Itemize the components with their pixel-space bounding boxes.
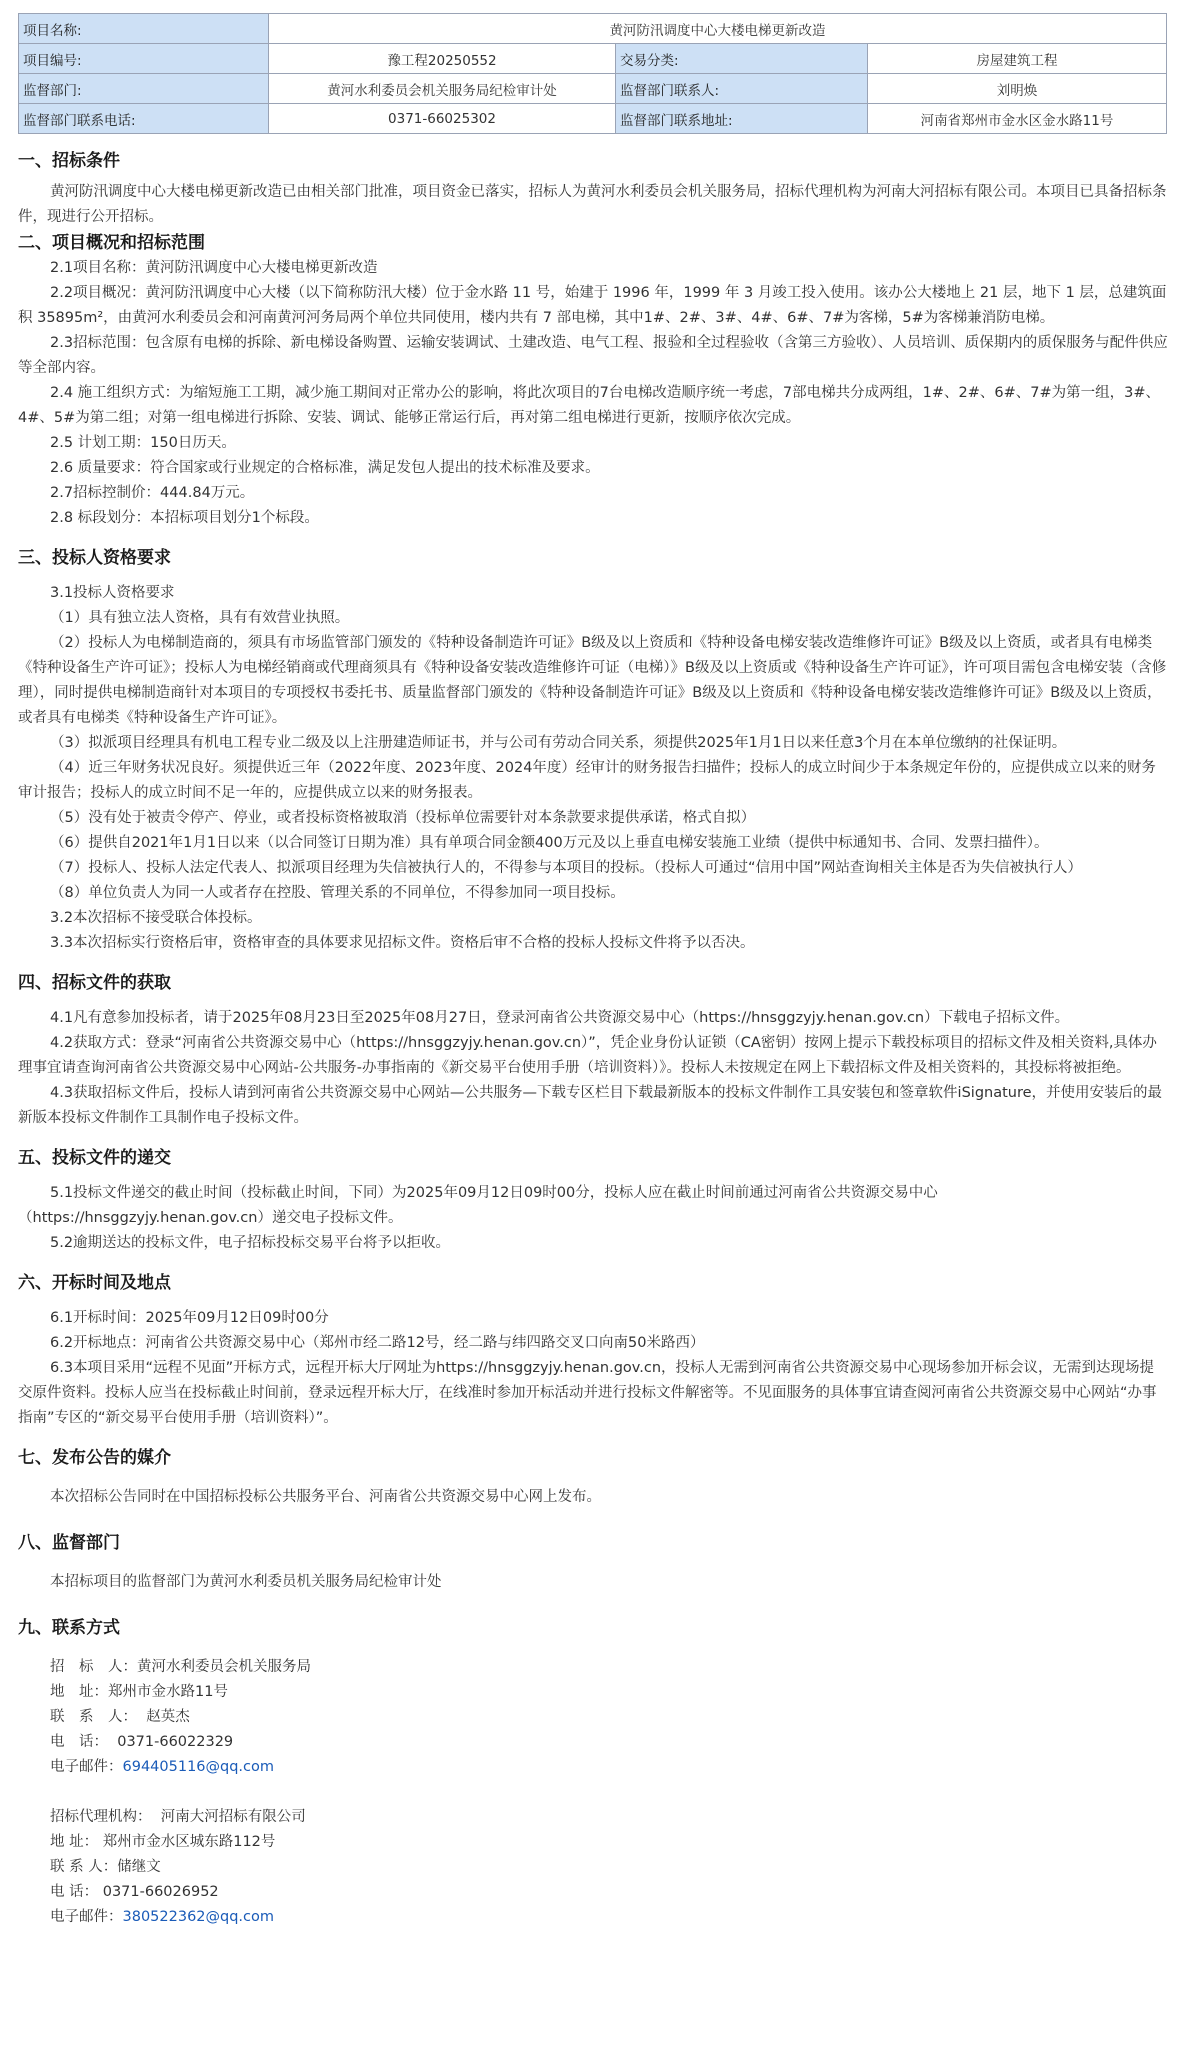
contact-label: 联 系 人： <box>50 1859 118 1875</box>
info-row-project-no <box>19 44 1167 74</box>
paragraph: 2.4 施工组织方式：为缩短施工工期，减少施工期间对正常办公的影响，将此次项目的7台电梯改造顺序统一考虑，7部电梯共分成两组，1#、2#、6#、7#为第一组，3#、4#、5#为第二组；对第一组电梯进行拆除、安装、调试、能够正常运行后，再对第二组电梯进行更新，按顺序依次完成。 <box>18 385 1160 426</box>
section-title: 二、项目概况和招标范围 <box>18 233 205 253</box>
address-line <box>18 1830 1168 1855</box>
paragraph: 5.1投标文件递交的截止时间（投标截止时间，下同）为2025年09月12日09时00分，投标人应在截止时间前通过河南省公共资源交易中心（https://hnsggzyjy.henan.gov.cn）递交电子投标文件。 <box>18 1185 938 1226</box>
contact-value: 储继文 <box>117 1859 161 1875</box>
paragraph: （5）没有处于被责令停产、停业，或者投标资格被取消（投标单位需要针对本条款要求提供承诺，格式自拟） <box>50 810 756 826</box>
paragraph: 2.5 计划工期：150日历天。 <box>50 435 236 451</box>
section-title: 七、发布公告的媒介 <box>18 1448 171 1468</box>
paragraph: 本招标项目的监督部门为黄河水利委员机关服务局纪检审计处 <box>50 1574 442 1590</box>
paragraph: 2.1项目名称：黄河防汛调度中心大楼电梯更新改造 <box>50 260 378 276</box>
info-row-supervisor <box>19 74 1167 104</box>
section-project-overview <box>18 230 1168 531</box>
address-value: 郑州市金水路11号 <box>108 1684 228 1700</box>
paragraph: 4.1凡有意参加投标者，请于2025年08月23日至2025年08月27日，登录河南省公共资源交易中心（https://hnsggzyjy.henan.gov.cn）下载电子招标文件。 <box>50 1010 1070 1026</box>
paragraph: 黄河防汛调度中心大楼电梯更新改造已由相关部门批准，项目资金已落实，招标人为黄河水利委员会机关服务局，招标代理机构为河南大河招标有限公司。本项目已具备招标条件，现进行公开招标。 <box>18 184 1167 225</box>
section-title: 九、联系方式 <box>18 1618 120 1638</box>
email-label: 电子邮件： <box>50 1759 123 1775</box>
contact-line <box>18 1705 1168 1730</box>
email-link[interactable]: 694405116@qq.com <box>122 1759 275 1775</box>
section-bid-submission <box>18 1145 1168 1256</box>
paragraph: 2.2项目概况：黄河防汛调度中心大楼（以下简称防汛大楼）位于金水路 11 号，始建于 1996 年，1999 年 3 月竣工投入使用。该办公大楼地上 21 层，地下 1 层，总建筑面积 35895m²，由黄河水利委员会和河南黄河河务局两个单位共同使用，楼内共有 7 部电梯，其中1#、2#、3#、4#、6#、7#为客梯，5#为客梯兼消防电梯。 <box>18 285 1167 326</box>
agency-value: 河南大河招标有限公司 <box>160 1809 306 1825</box>
project-name-value: 黄河防汛调度中心大楼电梯更新改造 <box>269 14 1167 44</box>
paragraph: （1）具有独立法人资格，具有有效营业执照。 <box>50 610 350 626</box>
email-line <box>18 1905 1168 1930</box>
paragraph: 2.3招标范围：包含原有电梯的拆除、新电梯设备购置、运输安装调试、土建改造、电气工程、报验和全过程验收（含第三方验收）、人员培训、质保期内的质保服务与配件供应等全部内容。 <box>18 335 1168 376</box>
supervisor-label: 监督部门: <box>19 74 269 104</box>
section-qualification <box>18 545 1168 956</box>
info-row-supervisor-phone <box>19 104 1167 134</box>
agency-label: 招标代理机构： <box>50 1809 152 1825</box>
paragraph: 4.3获取招标文件后，投标人请到河南省公共资源交易中心网站—公共服务—下载专区栏目下载最新版本的投标文件制作工具安装包和签章软件iSignature，并使用安装后的最新版本投标文件制作工具制作电子投标文件。 <box>18 1085 1163 1126</box>
contact-value: 赵英杰 <box>146 1709 190 1725</box>
section-title: 六、开标时间及地点 <box>18 1273 171 1293</box>
paragraph: 6.1开标时间：2025年09月12日09时00分 <box>50 1310 329 1326</box>
paragraph: 2.7招标控制价：444.84万元。 <box>50 485 255 501</box>
agency-line <box>18 1805 1168 1830</box>
phone-line <box>18 1730 1168 1755</box>
supervisor-value: 黄河水利委员会机关服务局纪检审计处 <box>269 74 616 104</box>
supervisor-phone-value: 0371-66025302 <box>269 104 616 134</box>
paragraph: 3.2本次招标不接受联合体投标。 <box>50 910 262 926</box>
paragraph: 本次招标公告同时在中国招标投标公共服务平台、河南省公共资源交易中心网上发布。 <box>50 1489 601 1505</box>
tenderer-line <box>18 1655 1168 1680</box>
trade-type-value: 房屋建筑工程 <box>868 44 1167 74</box>
supervisor-phone-label: 监督部门联系电话: <box>19 104 269 134</box>
section-title: 一、招标条件 <box>18 151 120 171</box>
section-title: 八、监督部门 <box>18 1533 120 1553</box>
project-info-table <box>18 13 1167 134</box>
paragraph: （3）拟派项目经理具有机电工程专业二级及以上注册建造师证书，并与公司有劳动合同关系，须提供2025年1月1日以来任意3个月在本单位缴纳的社保证明。 <box>50 735 1067 751</box>
phone-value: 0371-66026952 <box>102 1884 219 1900</box>
section-title: 四、招标文件的获取 <box>18 973 171 993</box>
supervisor-contact-value: 刘明焕 <box>868 74 1167 104</box>
paragraph: 3.1投标人资格要求 <box>50 585 175 601</box>
paragraph: 5.2逾期送达的投标文件，电子招标投标交易平台将予以拒收。 <box>50 1235 451 1251</box>
paragraph: （7）投标人、投标人法定代表人、拟派项目经理为失信被执行人的，不得参与本项目的投标。（投标人可通过“信用中国”网站查询相关主体是否为失信被执行人） <box>50 860 1082 876</box>
paragraph: 6.3本项目采用“远程不见面”开标方式，远程开标大厅网址为https://hnsggzyjy.henan.gov.cn，投标人无需到河南省公共资源交易中心现场参加开标会议，无需到达现场提交原件资料。投标人应当在投标截止时间前，登录远程开标大厅，在线准时参加开标活动并进行投标文件解密等。不见面服务的具体事宜请查阅河南省公共资源交易中心网站“办事指南”专区的“新交易平台使用手册（培训资料）”。 <box>18 1360 1157 1426</box>
section-publication-media <box>18 1445 1168 1510</box>
supervisor-addr-label: 监督部门联系地址: <box>616 104 868 134</box>
email-line <box>18 1755 1168 1780</box>
phone-line <box>18 1880 1168 1905</box>
paragraph: 2.8 标段划分：本招标项目划分1个标段。 <box>50 510 319 526</box>
section-opening-time-place <box>18 1270 1168 1431</box>
section-bidding-conditions <box>18 148 1168 230</box>
email-label: 电子邮件： <box>50 1909 123 1925</box>
phone-value: 0371-66022329 <box>117 1734 234 1750</box>
tenderer-value: 黄河水利委员会机关服务局 <box>137 1659 311 1675</box>
tenderer-label: 招 标 人： <box>50 1659 137 1675</box>
paragraph: （2）投标人为电梯制造商的，须具有市场监管部门颁发的《特种设备制造许可证》B级及以上资质和《特种设备电梯安装改造维修许可证》B级及以上资质，或者具有电梯类《特种设备生产许可证》；投标人为电梯经销商或代理商须具有《特种设备安装改造维修许可证（电梯）》B级及以上资质或《特种设备生产许可证》，许可项目需包含电梯安装（含修理），同时提供电梯制造商针对本项目的专项授权书委托书、质量监督部门颁发的《特种设备制造许可证》B级及以上资质和《特种设备电梯安装改造维修许可证》B级及以上资质，或者具有电梯类《特种设备生产许可证》。 <box>18 635 1167 726</box>
section-contact-info <box>18 1615 1168 1930</box>
address-line <box>18 1680 1168 1705</box>
paragraph: 4.2获取方式：登录“河南省公共资源交易中心（https://hnsggzyjy.henan.gov.cn）”，凭企业身份认证锁（CA密钥）按网上提示下载投标项目的招标文件及相关资料,具体办理事宜请查询河南省公共资源交易中心网站-公共服务-办事指南的《新交易平台使用手册（培训资料）》。投标人未按规定在网上下载招标文件及相关资料的，其投标将被拒绝。 <box>18 1035 1157 1076</box>
address-value: 郑州市金水区城东路112号 <box>102 1834 276 1850</box>
project-name-label: 项目名称: <box>19 14 269 44</box>
email-link[interactable]: 380522362@qq.com <box>122 1909 275 1925</box>
paragraph: 2.6 质量要求：符合国家或行业规定的合格标准，满足发包人提出的技术标准及要求。 <box>50 460 600 476</box>
address-label: 地 址： <box>50 1834 99 1850</box>
trade-type-label: 交易分类: <box>616 44 868 74</box>
info-row-project-name <box>19 14 1167 44</box>
phone-label: 电 话： <box>50 1734 108 1750</box>
section-supervision-dept <box>18 1530 1168 1595</box>
contact-label: 联 系 人： <box>50 1709 137 1725</box>
contact-line <box>18 1855 1168 1880</box>
project-no-label: 项目编号: <box>19 44 269 74</box>
section-title: 三、投标人资格要求 <box>18 548 171 568</box>
supervisor-addr-value: 河南省郑州市金水区金水路11号 <box>868 104 1167 134</box>
paragraph: 3.3本次招标实行资格后审，资格审查的具体要求见招标文件。资格后审不合格的投标人投标文件将予以否决。 <box>50 935 755 951</box>
project-no-value: 豫工程20250552 <box>269 44 616 74</box>
address-label: 地 址： <box>50 1684 108 1700</box>
section-title: 五、投标文件的递交 <box>18 1148 171 1168</box>
section-document-acquisition <box>18 970 1168 1131</box>
paragraph: （4）近三年财务状况良好。须提供近三年（2022年度、2023年度、2024年度）经审计的财务报告扫描件；投标人的成立时间少于本条规定年份的，应提供成立以来的财务审计报告；投标人的成立时间不足一年的，应提供成立以来的财务报表。 <box>18 760 1156 801</box>
paragraph: （6）提供自2021年1月1日以来（以合同签订日期为准）具有单项合同金额400万元及以上垂直电梯安装施工业绩（提供中标通知书、合同、发票扫描件）。 <box>50 835 1049 851</box>
paragraph: 6.2开标地点：河南省公共资源交易中心（郑州市经二路12号，经二路与纬四路交叉口向南50米路西） <box>50 1335 705 1351</box>
phone-label: 电 话： <box>50 1884 99 1900</box>
paragraph: （8）单位负责人为同一人或者存在控股、管理关系的不同单位，不得参加同一项目投标。 <box>50 885 625 901</box>
supervisor-contact-label: 监督部门联系人: <box>616 74 868 104</box>
